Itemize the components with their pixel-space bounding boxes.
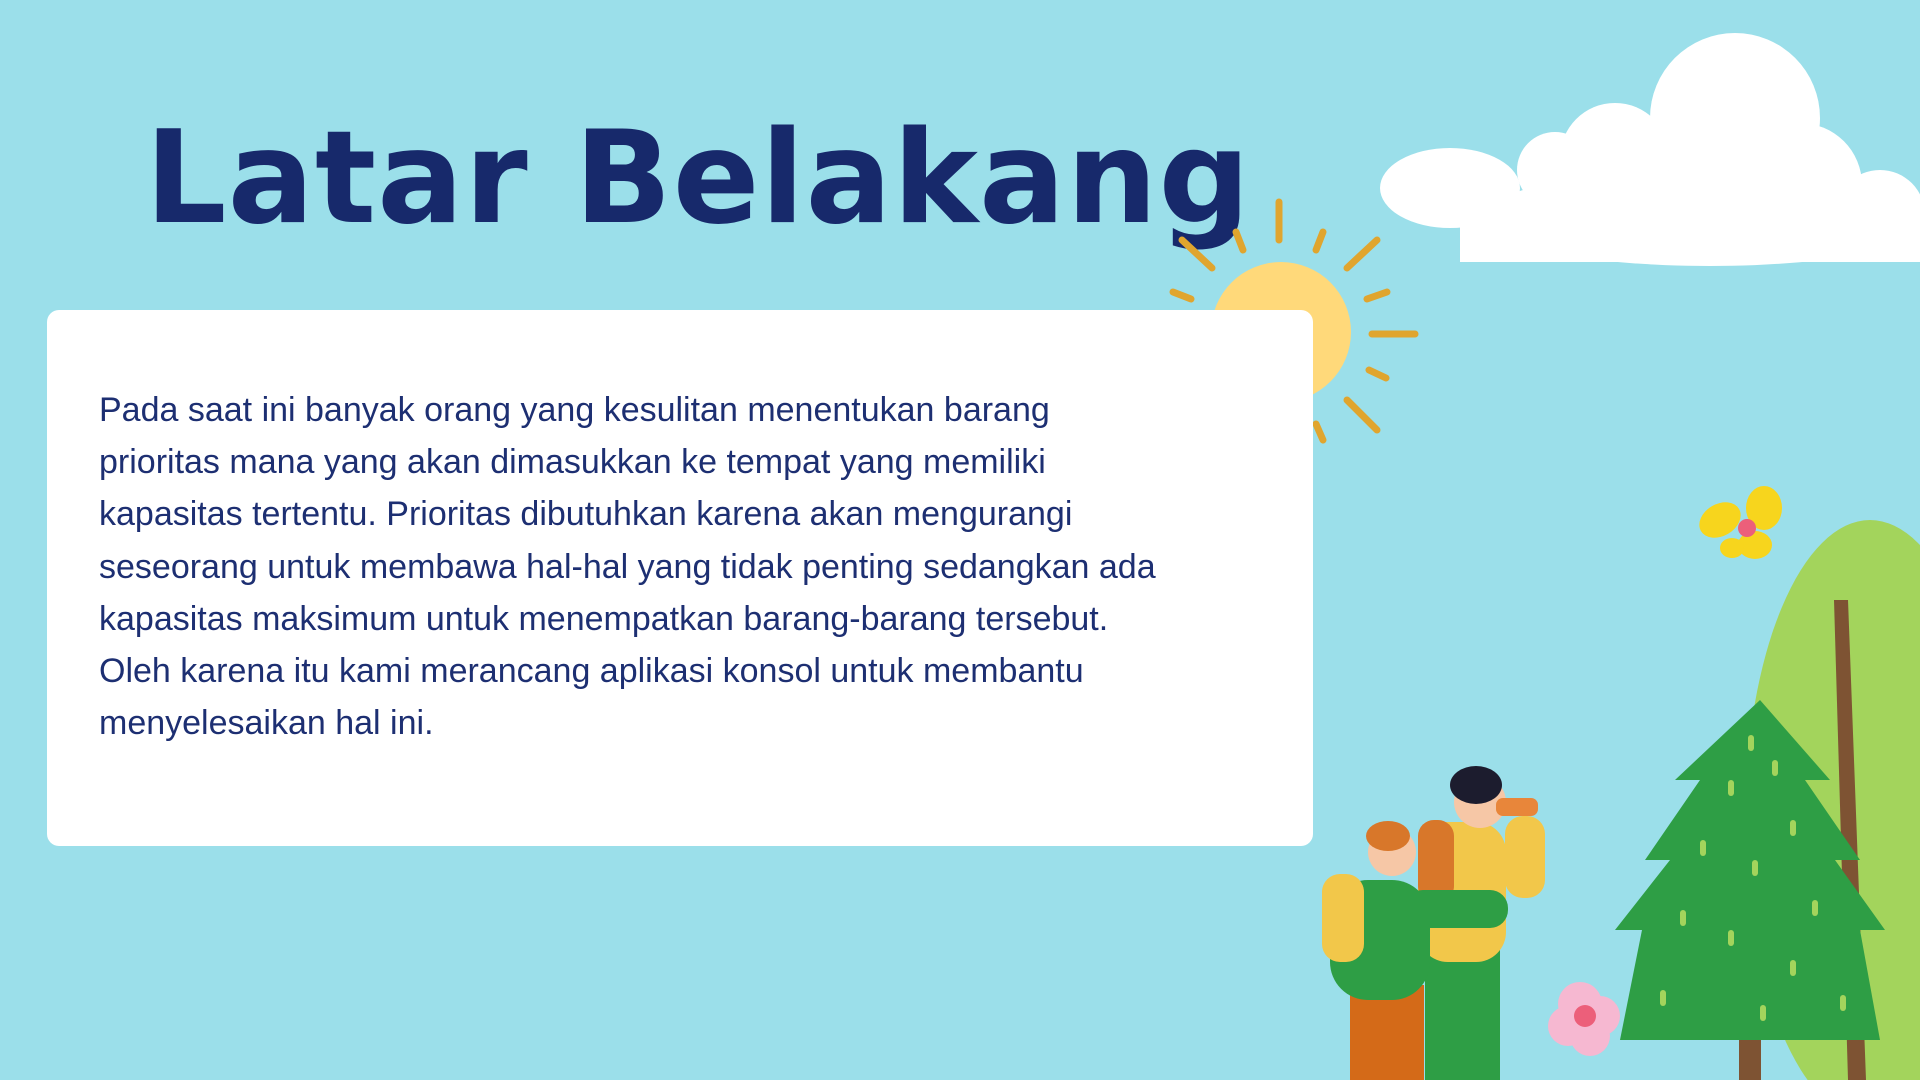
pine-tree-icon — [1615, 700, 1885, 1080]
hikers-illustration — [1322, 766, 1545, 1080]
cloud-icon — [1380, 33, 1920, 266]
tree-icon — [1745, 520, 1920, 1080]
flower-icon — [1548, 982, 1620, 1056]
slide-title: Latar Belakang — [145, 104, 1252, 253]
butterfly-icon — [1693, 486, 1782, 559]
body-paragraph: Pada saat ini banyak orang yang kesulitan menentukan barang prioritas mana yang akan dimasukkan ke tempat yang memiliki kapasitas tertentu. Prioritas dibutuhkan karena akan mengurangi seseorang untuk membawa hal-hal yang tidak penting sedangkan ada kapasitas maksimum untuk menempatkan barang-barang tersebut. Oleh karena itu kami merancang aplikasi konsol untuk membantu menyelesaikan hal ini. — [99, 391, 1156, 743]
